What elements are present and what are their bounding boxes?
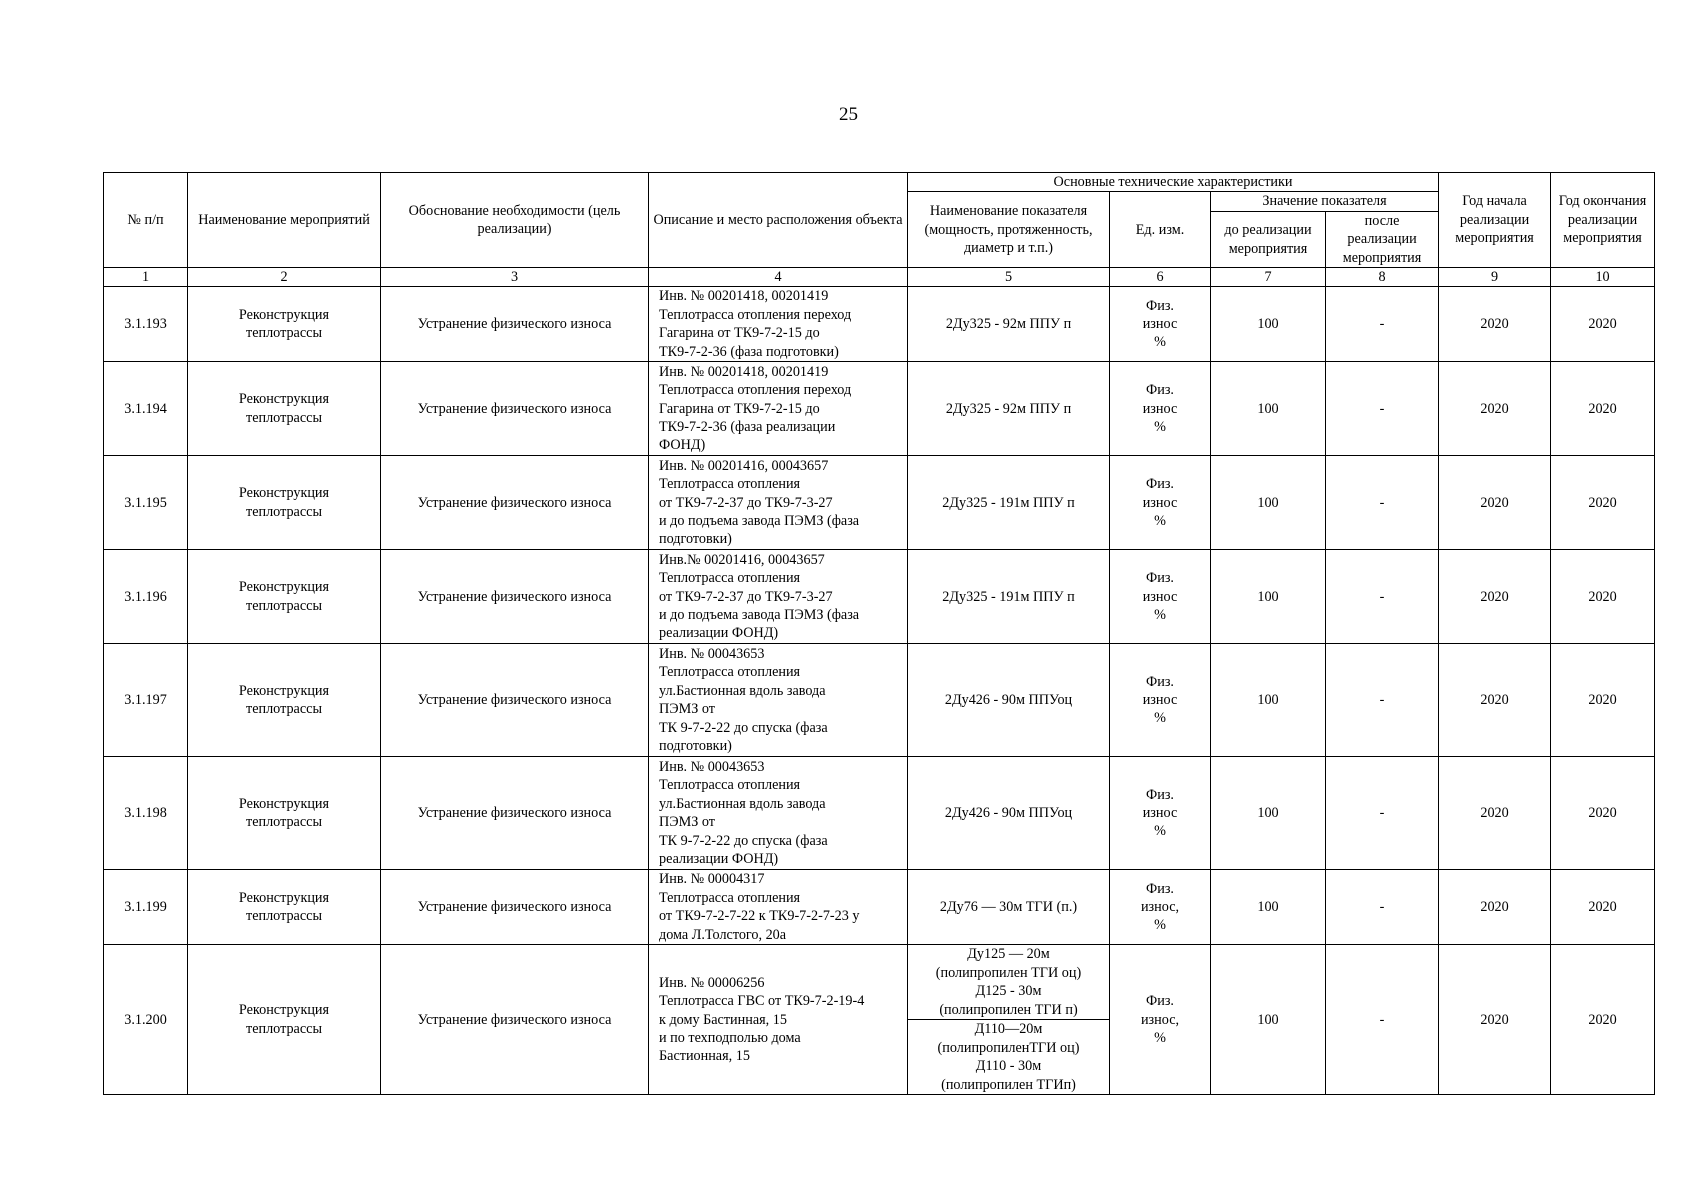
row-indicator: 2Ду325 - 92м ППУ п	[908, 362, 1110, 456]
header-after: после реализации мероприятия	[1326, 211, 1439, 267]
column-number: 1	[104, 268, 188, 287]
row-start-year: 2020	[1439, 362, 1551, 456]
row-start-year: 2020	[1439, 757, 1551, 870]
row-number: 3.1.194	[104, 362, 188, 456]
table-body	[104, 287, 1655, 1095]
row-value-before: 100	[1211, 644, 1326, 757]
table-row	[104, 644, 1655, 757]
table-row	[104, 550, 1655, 644]
header-num: № п/п	[104, 173, 188, 268]
row-value-after: -	[1326, 362, 1439, 456]
row-value-before: 100	[1211, 550, 1326, 644]
header-start-year: Год начала реализации мероприятия	[1439, 173, 1551, 268]
column-number: 3	[381, 268, 649, 287]
row-value-before: 100	[1211, 870, 1326, 945]
row-description: Инв. № 00201418, 00201419 Теплотрасса отопления переход Гагарина от ТК9-7-2-15 до ТК9-7-2-36 (фаза подготовки)	[649, 287, 908, 362]
row-unit: Физ. износ %	[1110, 550, 1211, 644]
indicator-part-bottom: Д110—20м (полипропиленТГИ оц) Д110 - 30м (полипропилен ТГИп)	[937, 1021, 1080, 1093]
table-row	[104, 287, 1655, 362]
row-description: Инв. № 00006256 Теплотрасса ГВС от ТК9-7-2-19-4 к дому Бастинная, 15 и по техподполью дома Бастионная, 15	[649, 945, 908, 1095]
page-number: 25	[839, 104, 858, 125]
row-value-after: -	[1326, 550, 1439, 644]
row-number: 3.1.193	[104, 287, 188, 362]
table-row	[104, 757, 1655, 870]
row-reason: Устранение физического износа	[381, 362, 649, 456]
row-value-after: -	[1326, 644, 1439, 757]
row-description: Инв. № 00043653 Теплотрасса отопления ул.Бастионная вдоль завода ПЭМЗ от ТК 9-7-2-22 до спуска (фаза подготовки)	[649, 644, 908, 757]
row-measure-name: Реконструкция теплотрассы	[188, 550, 381, 644]
row-number: 3.1.200	[104, 945, 188, 1095]
header-indicator-name: Наименование показателя (мощность, протяженность, диаметр и т.п.)	[908, 192, 1110, 268]
row-end-year: 2020	[1551, 945, 1655, 1095]
row-indicator: 2Ду325 - 191м ППУ п	[908, 456, 1110, 550]
measures-table	[103, 172, 1655, 1095]
row-reason: Устранение физического износа	[381, 550, 649, 644]
row-unit: Физ. износ %	[1110, 362, 1211, 456]
row-unit: Физ. износ, %	[1110, 870, 1211, 945]
row-value-after: -	[1326, 287, 1439, 362]
row-indicator	[908, 945, 1110, 1095]
row-end-year: 2020	[1551, 644, 1655, 757]
row-number: 3.1.197	[104, 644, 188, 757]
column-number: 4	[649, 268, 908, 287]
header-end-year: Год окончания реализации мероприятия	[1551, 173, 1655, 268]
row-reason: Устранение физического износа	[381, 945, 649, 1095]
row-start-year: 2020	[1439, 550, 1551, 644]
row-unit: Физ. износ, %	[1110, 945, 1211, 1095]
row-value-before: 100	[1211, 287, 1326, 362]
row-indicator: 2Ду325 - 191м ППУ п	[908, 550, 1110, 644]
row-measure-name: Реконструкция теплотрассы	[188, 287, 381, 362]
row-start-year: 2020	[1439, 287, 1551, 362]
row-description: Инв. № 00043653 Теплотрасса отопления ул.Бастионная вдоль завода ПЭМЗ от ТК 9-7-2-22 до спуска (фаза реализации ФОНД)	[649, 757, 908, 870]
row-measure-name: Реконструкция теплотрассы	[188, 644, 381, 757]
row-start-year: 2020	[1439, 456, 1551, 550]
row-description: Инв. № 00201416, 00043657 Теплотрасса отопления от ТК9-7-2-37 до ТК9-7-3-27 и до подъема завода ПЭМЗ (фаза подготовки)	[649, 456, 908, 550]
column-number: 6	[1110, 268, 1211, 287]
header-reason: Обоснование необходимости (цель реализации)	[381, 173, 649, 268]
column-number: 10	[1551, 268, 1655, 287]
row-number: 3.1.195	[104, 456, 188, 550]
header-unit: Ед. изм.	[1110, 192, 1211, 268]
row-value-before: 100	[1211, 362, 1326, 456]
row-measure-name: Реконструкция теплотрассы	[188, 456, 381, 550]
row-value-before: 100	[1211, 456, 1326, 550]
table-row	[104, 870, 1655, 945]
row-reason: Устранение физического износа	[381, 456, 649, 550]
row-indicator: 2Ду325 - 92м ППУ п	[908, 287, 1110, 362]
header-tech-group: Основные технические характеристики	[908, 173, 1439, 192]
row-value-after: -	[1326, 945, 1439, 1095]
row-start-year: 2020	[1439, 870, 1551, 945]
row-value-before: 100	[1211, 757, 1326, 870]
column-number-row	[104, 268, 1655, 287]
row-description: Инв. № 00201418, 00201419 Теплотрасса отопления переход Гагарина от ТК9-7-2-15 до ТК9-7-2-36 (фаза реализации ФОНД)	[649, 362, 908, 456]
column-number: 9	[1439, 268, 1551, 287]
row-reason: Устранение физического износа	[381, 287, 649, 362]
row-reason: Устранение физического износа	[381, 870, 649, 945]
row-end-year: 2020	[1551, 550, 1655, 644]
row-reason: Устранение физического износа	[381, 644, 649, 757]
row-end-year: 2020	[1551, 870, 1655, 945]
row-indicator: 2Ду426 - 90м ППУоц	[908, 644, 1110, 757]
row-end-year: 2020	[1551, 757, 1655, 870]
row-value-before: 100	[1211, 945, 1326, 1095]
row-number: 3.1.198	[104, 757, 188, 870]
row-description: Инв.№ 00201416, 00043657 Теплотрасса отопления от ТК9-7-2-37 до ТК9-7-3-27 и до подъема завода ПЭМЗ (фаза реализации ФОНД)	[649, 550, 908, 644]
row-unit: Физ. износ %	[1110, 757, 1211, 870]
row-end-year: 2020	[1551, 287, 1655, 362]
row-number: 3.1.196	[104, 550, 188, 644]
header-description: Описание и место расположения объекта	[649, 173, 908, 268]
row-end-year: 2020	[1551, 362, 1655, 456]
row-unit: Физ. износ %	[1110, 644, 1211, 757]
row-value-after: -	[1326, 757, 1439, 870]
row-measure-name: Реконструкция теплотрассы	[188, 945, 381, 1095]
table-row	[104, 945, 1655, 1095]
column-number: 5	[908, 268, 1110, 287]
header-before: до реализации мероприятия	[1211, 211, 1326, 267]
row-indicator: 2Ду426 - 90м ППУоц	[908, 757, 1110, 870]
row-unit: Физ. износ %	[1110, 287, 1211, 362]
row-value-after: -	[1326, 456, 1439, 550]
row-unit: Физ. износ %	[1110, 456, 1211, 550]
row-measure-name: Реконструкция теплотрассы	[188, 362, 381, 456]
header-name: Наименование мероприятий	[188, 173, 381, 268]
row-reason: Устранение физического износа	[381, 757, 649, 870]
row-measure-name: Реконструкция теплотрассы	[188, 870, 381, 945]
column-number: 8	[1326, 268, 1439, 287]
column-number: 7	[1211, 268, 1326, 287]
row-measure-name: Реконструкция теплотрассы	[188, 757, 381, 870]
row-end-year: 2020	[1551, 456, 1655, 550]
row-number: 3.1.199	[104, 870, 188, 945]
table-row	[104, 362, 1655, 456]
row-description: Инв. № 00004317 Теплотрасса отопления от ТК9-7-2-7-22 к ТК9-7-2-7-23 у дома Л.Толстого, 20а	[649, 870, 908, 945]
header-value-group: Значение показателя	[1211, 192, 1439, 211]
column-number: 2	[188, 268, 381, 287]
row-indicator: 2Ду76 — 30м ТГИ (п.)	[908, 870, 1110, 945]
row-value-after: -	[1326, 870, 1439, 945]
indicator-part-top: Ду125 — 20м (полипропилен ТГИ оц) Д125 - 30м (полипропилен ТГИ п)	[908, 945, 1109, 1020]
table-row	[104, 456, 1655, 550]
row-start-year: 2020	[1439, 945, 1551, 1095]
row-start-year: 2020	[1439, 644, 1551, 757]
